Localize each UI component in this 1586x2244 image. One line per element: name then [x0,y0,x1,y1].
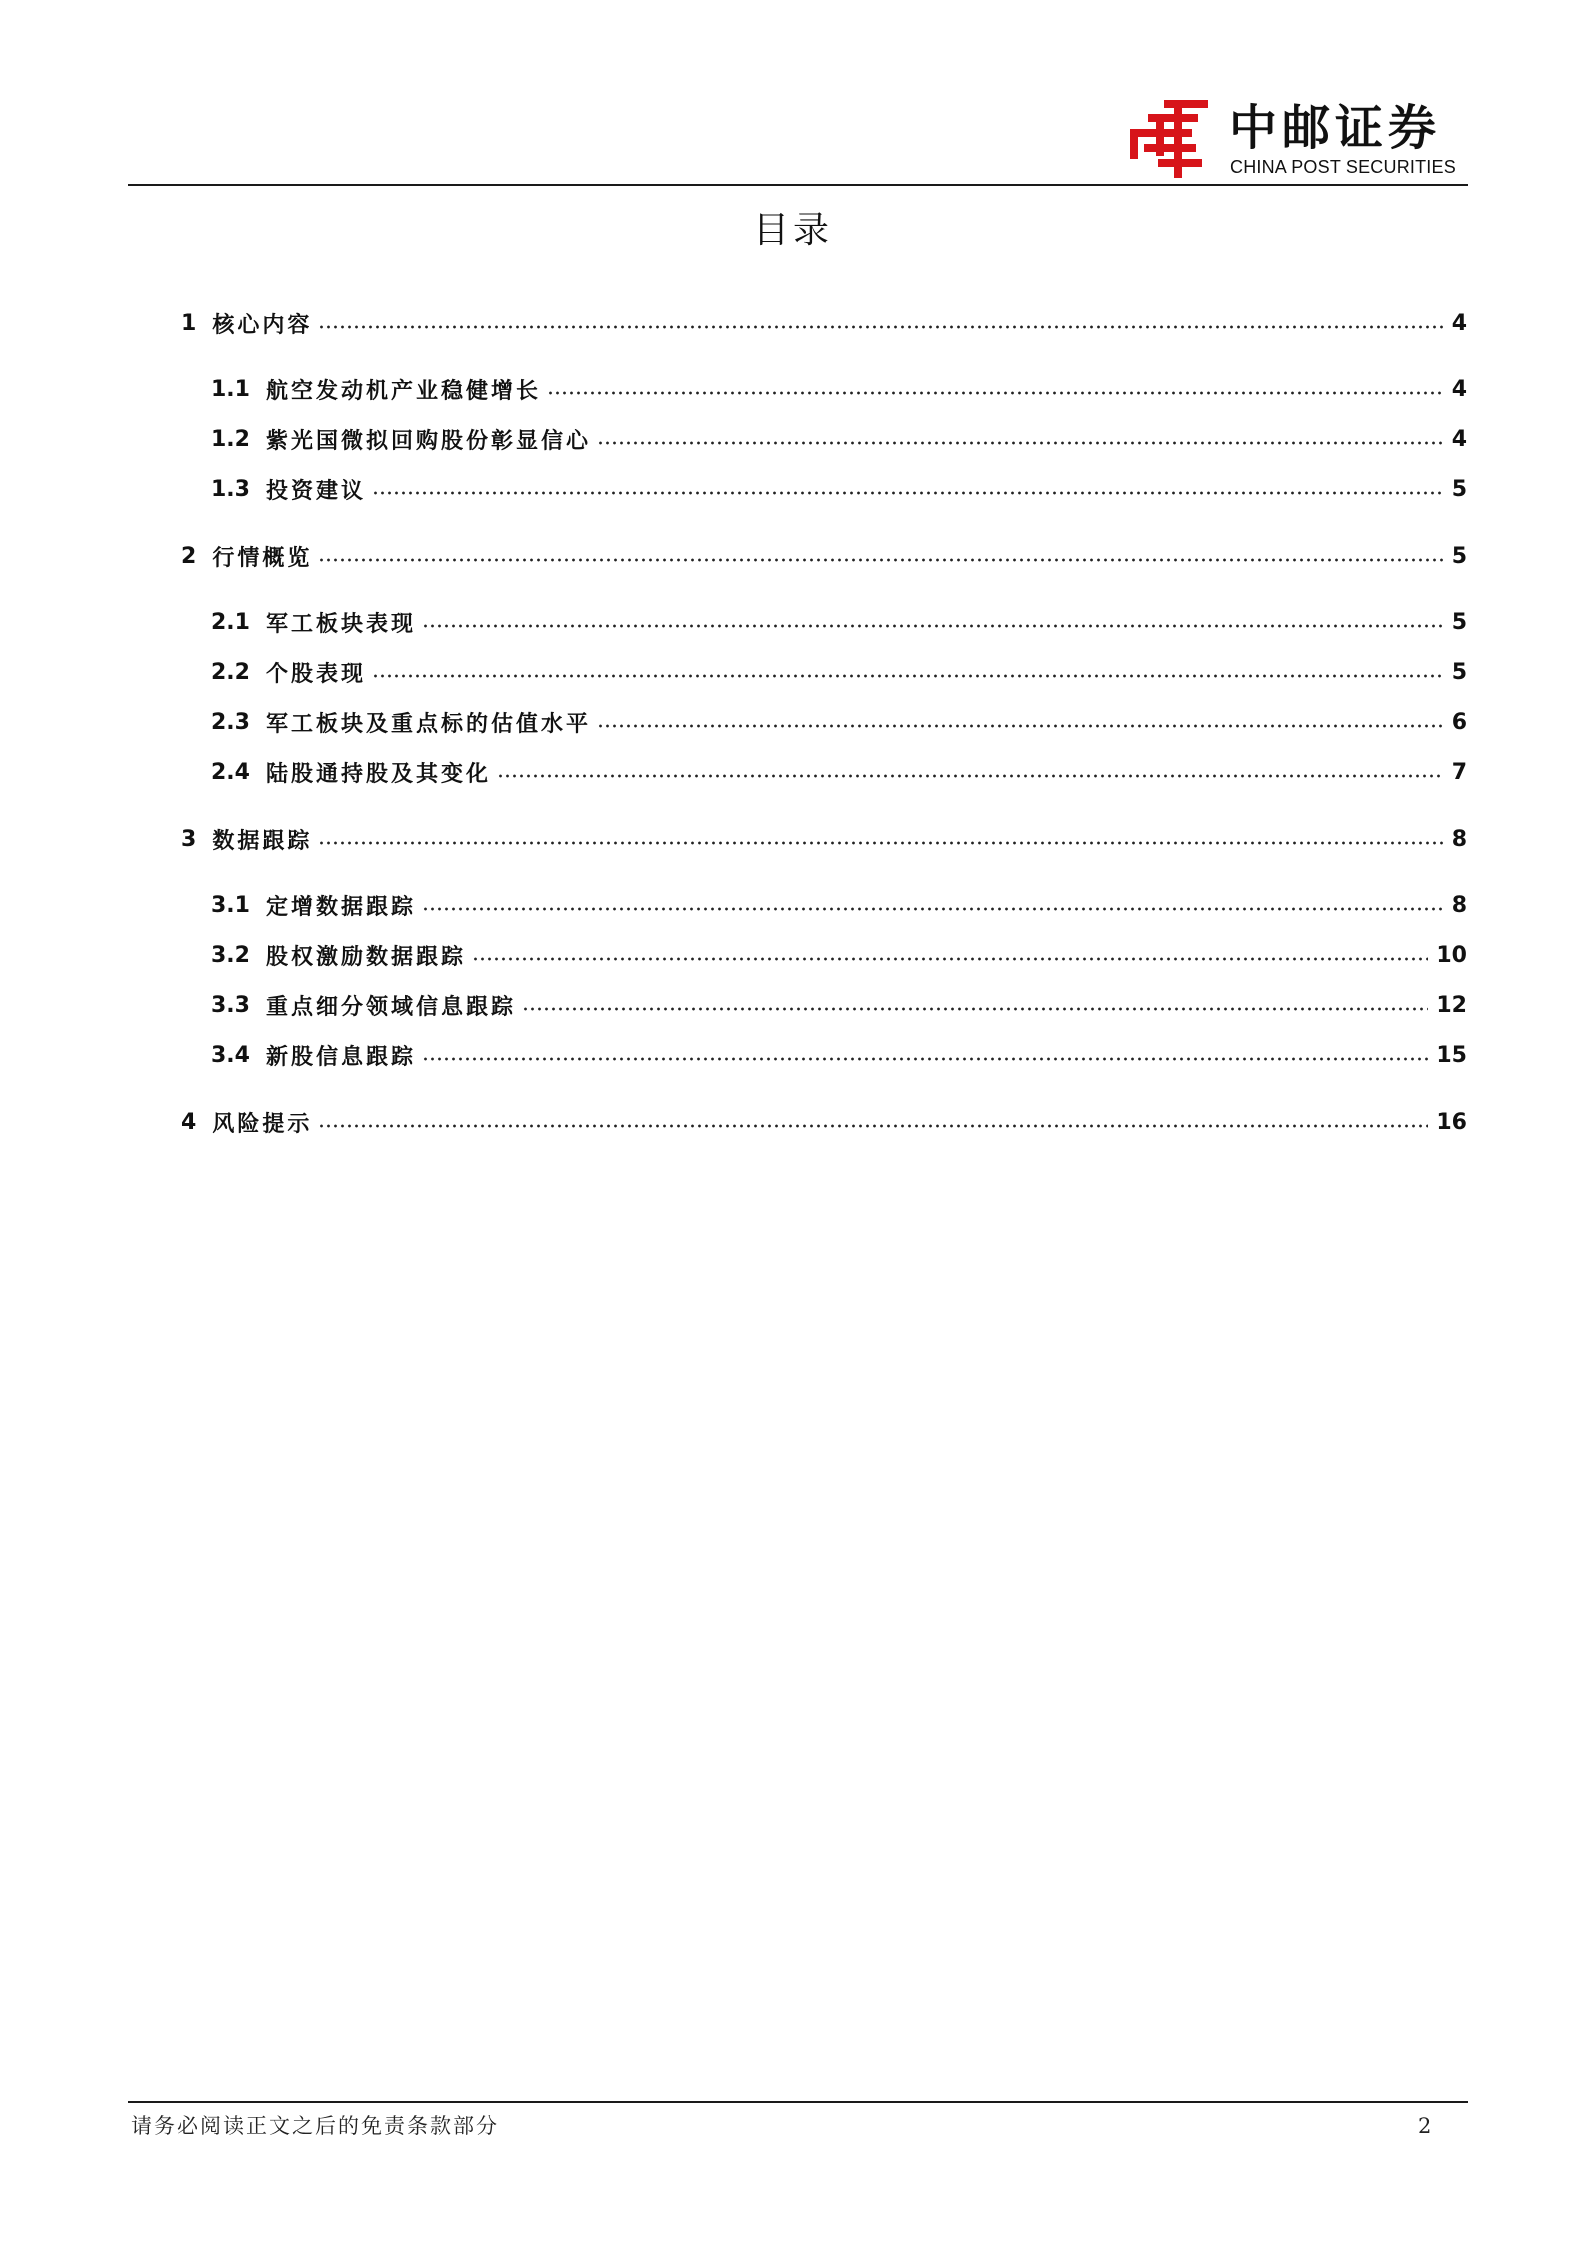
toc-entry-title: 行情概览 [212,545,313,571]
toc-leader-dots [372,491,1444,495]
toc-leader-dots [422,624,1444,628]
toc-entry-title: 数据跟踪 [212,828,313,854]
toc-entry-number: 1 [181,310,197,336]
toc-leader-dots [422,907,1444,911]
toc-entry[interactable] [211,706,1467,738]
toc-leader-dots [597,441,1444,445]
page-number: 2 [1418,2114,1432,2138]
toc-entry-number: 2.3 [211,709,250,735]
toc-entry-page: 5 [1451,543,1467,569]
toc-entry[interactable] [181,1106,1467,1138]
toc-leader-dots [372,674,1444,678]
toc-entry-title: 投资建议 [265,478,366,504]
toc-entry-page: 6 [1451,709,1467,735]
toc-leader-dots [318,558,1443,562]
toc-entry-page: 5 [1451,609,1467,635]
toc-entry-page: 8 [1451,892,1467,918]
toc-entry-number: 1.1 [211,376,250,402]
toc-entry-number: 3 [181,826,197,852]
toc-entry[interactable] [181,540,1467,572]
disclaimer-note: 请务必阅读正文之后的免责条款部分 [131,2114,499,2138]
page-title: 目录 [752,210,833,251]
toc-entry-page: 5 [1451,476,1467,502]
toc-entry-title: 重点细分领域信息跟踪 [265,994,516,1020]
toc-entry-title: 定增数据跟踪 [265,894,416,920]
toc-entry-number: 3.3 [211,992,250,1018]
toc-entry[interactable] [211,473,1467,505]
toc-entry-number: 3.2 [211,942,250,968]
toc-entry-page: 16 [1436,1109,1467,1135]
toc-entry-page: 7 [1451,759,1467,785]
toc-leader-dots [497,774,1444,778]
toc-entry-page: 4 [1451,426,1467,452]
toc-entry[interactable] [211,939,1467,971]
toc-entry-number: 2.1 [211,609,250,635]
toc-entry-title: 紫光国微拟回购股份彰显信心 [265,428,591,454]
toc-entry[interactable] [211,1039,1467,1071]
toc-entry-page: 4 [1451,376,1467,402]
toc-leader-dots [522,1007,1428,1011]
toc-entry[interactable] [211,373,1467,405]
toc-entry-page: 15 [1436,1042,1467,1068]
toc-entry-title: 航空发动机产业稳健增长 [265,378,541,404]
toc-entry-page: 5 [1451,659,1467,685]
toc-leader-dots [547,391,1444,395]
toc-entry-number: 2.4 [211,759,250,785]
toc-entry[interactable] [211,606,1467,638]
toc-leader-dots [318,841,1443,845]
toc-leader-dots [422,1057,1428,1061]
toc-entry-title: 核心内容 [212,312,313,338]
toc-leader-dots [597,724,1444,728]
logo-english-name: CHINA POST SECURITIES [1230,157,1456,177]
toc-entry[interactable] [181,823,1467,855]
toc-entry-number: 1.2 [211,426,250,452]
toc-entry-title: 个股表现 [265,661,366,687]
toc-entry-title: 军工板块表现 [265,611,416,637]
toc-entry-title: 陆股通持股及其变化 [265,761,491,787]
toc-entry-title: 新股信息跟踪 [265,1044,416,1070]
toc-entry-number: 1.3 [211,476,250,502]
toc-leader-dots [318,1124,1428,1128]
toc-entry-page: 8 [1451,826,1467,852]
toc-entry-number: 3.4 [211,1042,250,1068]
toc-leader-dots [472,957,1428,961]
toc-entry[interactable] [211,756,1467,788]
footer-divider [128,2101,1468,2103]
toc-entry-number: 4 [181,1109,197,1135]
toc-entry-title: 军工板块及重点标的估值水平 [265,711,591,737]
toc-entry-number: 2 [181,543,197,569]
toc-leader-dots [318,325,1443,329]
toc-entry-page: 4 [1451,310,1467,336]
toc-entry[interactable] [211,989,1467,1021]
toc-entry-title: 风险提示 [212,1111,313,1137]
logo-chinese-name: 中邮证券 [1229,100,1442,156]
toc-entry-page: 12 [1436,992,1467,1018]
toc-entry-title: 股权激励数据跟踪 [265,944,466,970]
toc-entry-number: 2.2 [211,659,250,685]
toc-entry[interactable] [211,423,1467,455]
toc-entry-page: 10 [1436,942,1467,968]
toc-entry-number: 3.1 [211,892,250,918]
toc-entry[interactable] [211,656,1467,688]
toc-entry[interactable] [181,307,1467,339]
toc-entry[interactable] [211,889,1467,921]
